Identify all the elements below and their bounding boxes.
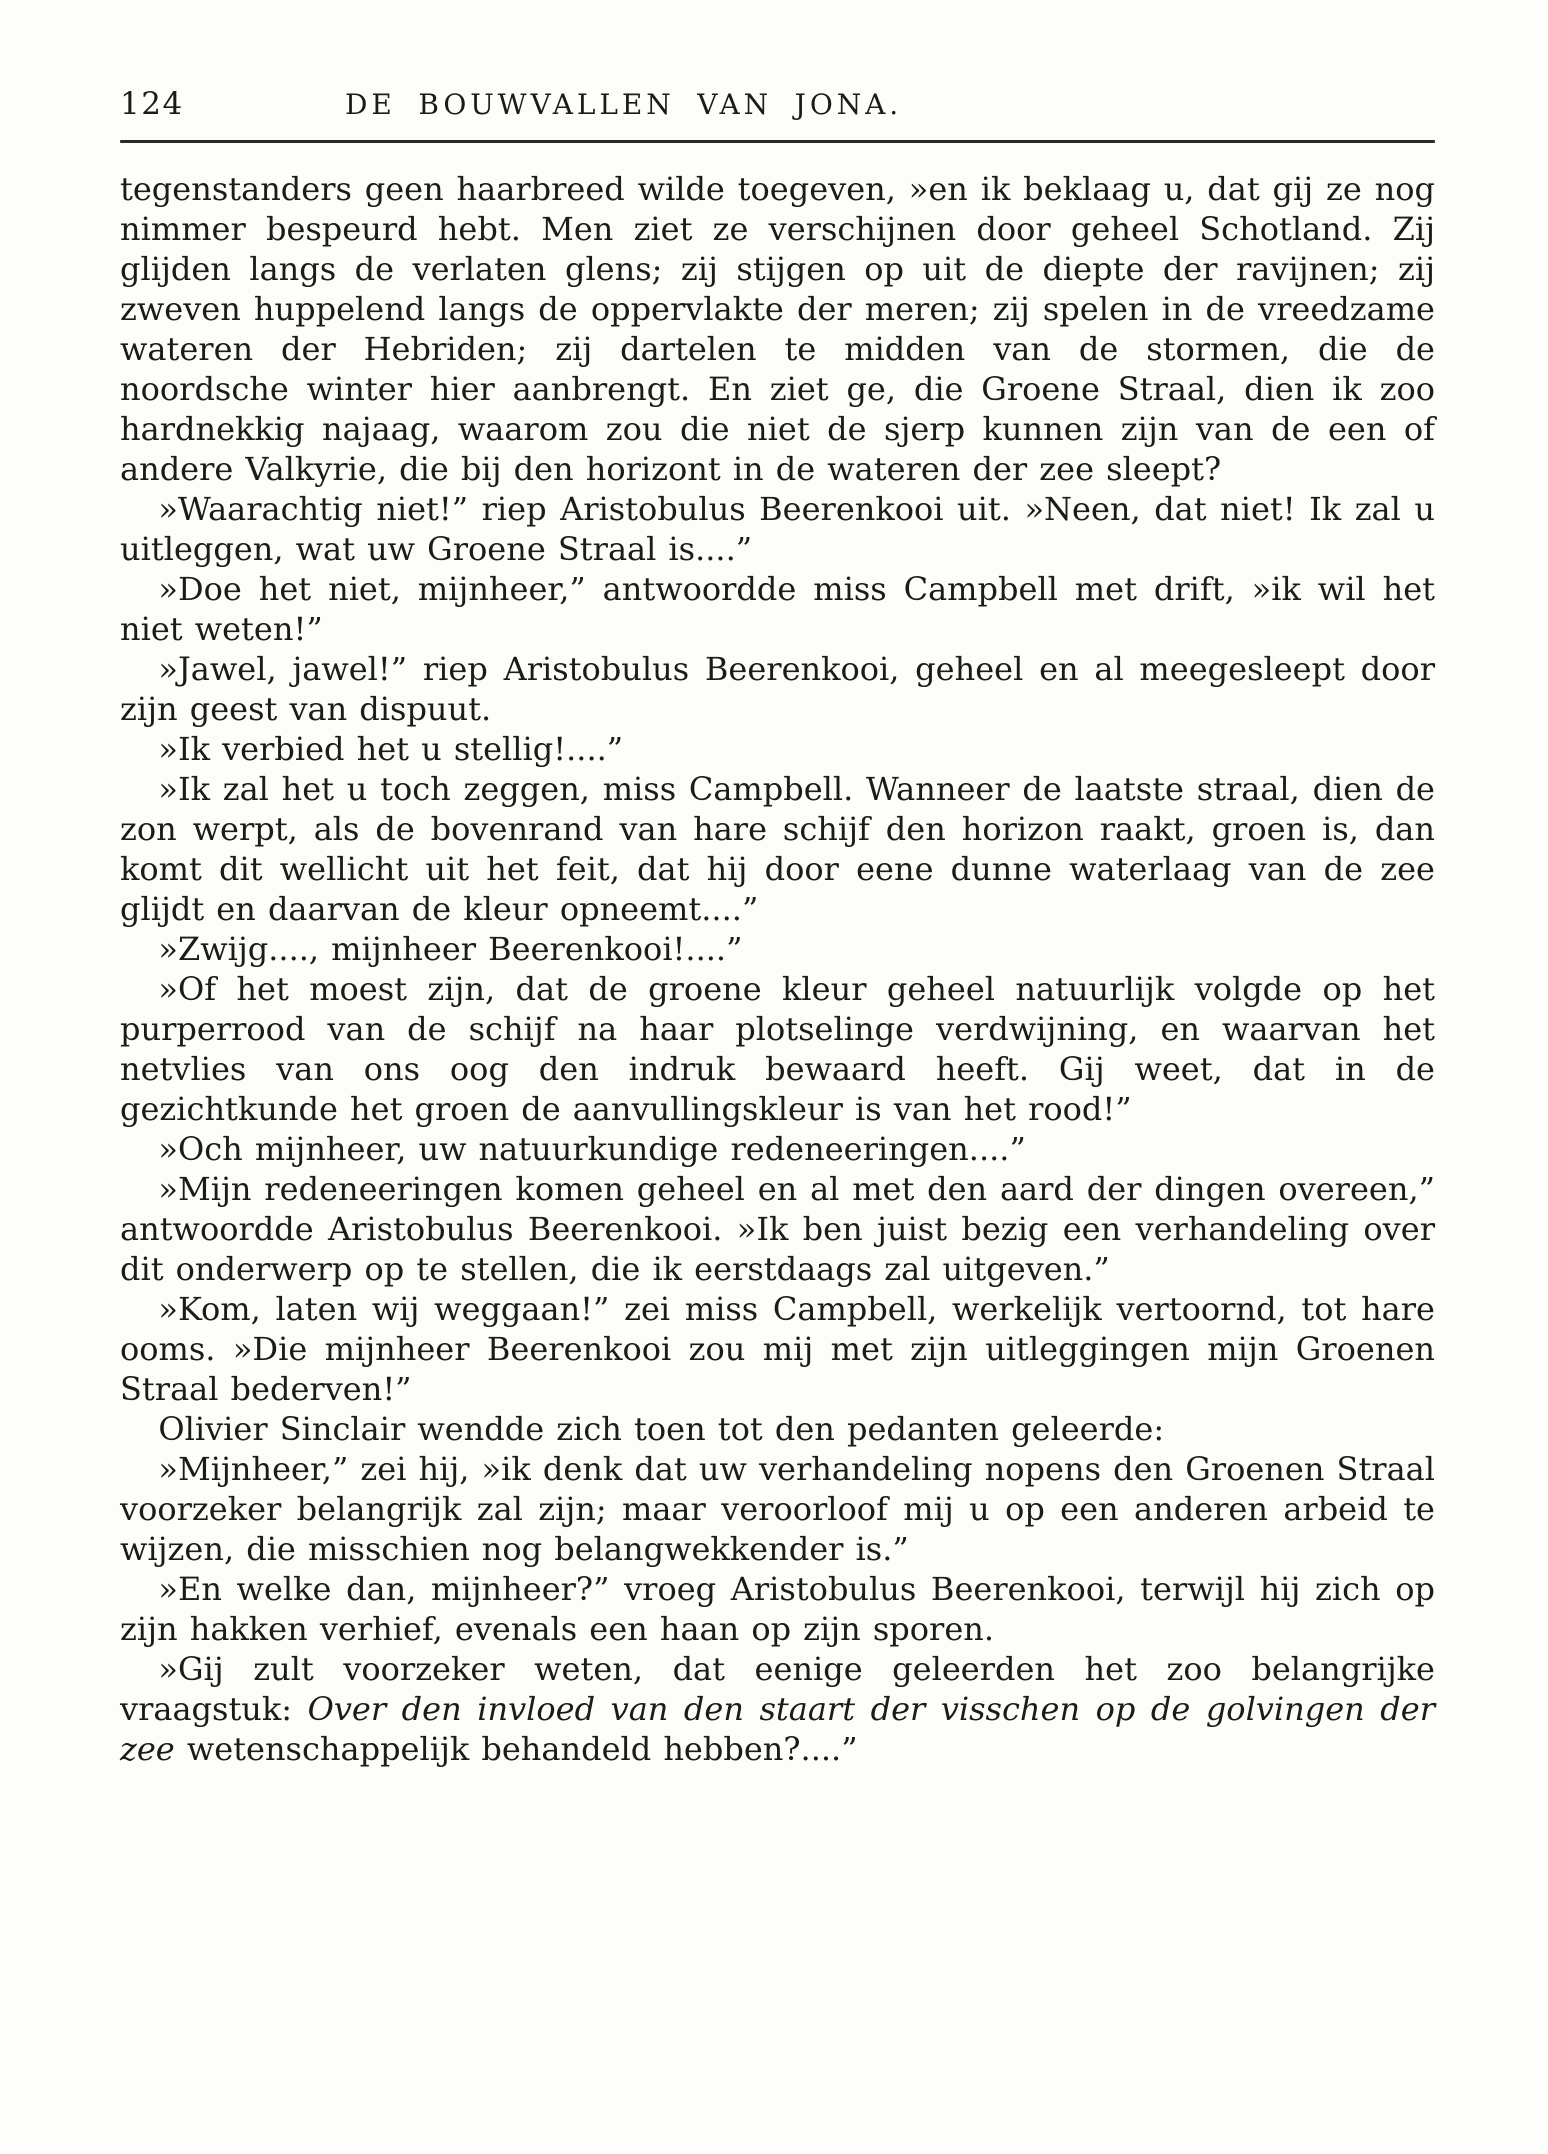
paragraph-15 — [120, 1649, 1435, 1769]
text-segment: »Waarachtig niet!” riep Aristobulus Beerenkooi uit. »Neen, dat niet! Ik zal u uitleggen, wat uw Groene Straal is....” — [120, 490, 1435, 568]
paragraph-1 — [120, 169, 1435, 489]
paragraph-9 — [120, 1129, 1435, 1169]
paragraph-8 — [120, 969, 1435, 1129]
page-body — [120, 169, 1435, 1769]
text-segment: »Och mijnheer, uw natuurkundige redeneeringen....” — [158, 1130, 1026, 1168]
text-segment: »Kom, laten wij weggaan!” zei miss Campbell, werkelijk vertoornd, tot hare ooms. »Die mijnheer Beerenkooi zou mij met zijn uitleggingen mijn Groenen Straal bederven!” — [120, 1290, 1435, 1408]
text-segment: »En welke dan, mijnheer?” vroeg Aristobulus Beerenkooi, terwijl hij zich op zijn hakken verhief, evenals een haan op zijn sporen. — [120, 1570, 1435, 1648]
running-title: DE BOUWVALLEN VAN JONA. — [345, 88, 903, 121]
text-segment: »Zwijg...., mijnheer Beerenkooi!....” — [158, 930, 743, 968]
text-segment: Olivier Sinclair wendde zich toen tot den pedanten geleerde: — [158, 1410, 1165, 1448]
paragraph-6 — [120, 769, 1435, 929]
text-segment: »Mijn redeneeringen komen geheel en al met den aard der dingen overeen,” antwoordde Aristobulus Beerenkooi. »Ik ben juist bezig een verhandeling over dit onderwerp op te stellen, die ik eerstdaags zal uitgeven.” — [120, 1170, 1435, 1288]
page-header — [120, 82, 1435, 128]
text-segment: »Ik zal het u toch zeggen, miss Campbell. Wanneer de laatste straal, dien de zon werpt, als de bovenrand van hare schijf den horizon raakt, groen is, dan komt dit wellicht uit het feit, dat hij door eene dunne waterlaag van de zee glijdt en daarvan de kleur opneemt....” — [120, 770, 1435, 928]
paragraph-11 — [120, 1289, 1435, 1409]
paragraph-12 — [120, 1409, 1435, 1449]
text-segment: »Doe het niet, mijnheer,” antwoordde miss Campbell met drift, »ik wil het niet weten!” — [120, 570, 1435, 648]
text-segment: »Gij zult voorzeker weten, dat eenige geleerden het zoo belangrijke vraagstuk: — [120, 1650, 1435, 1728]
text-segment: tegenstanders geen haarbreed wilde toegeven, »en ik beklaag u, dat gij ze nog nimmer bespeurd hebt. Men ziet ze verschijnen door geheel Schotland. Zij glijden langs de verlaten glens; zij stijgen op uit de diepte der ravijnen; zij zweven huppelend langs de oppervlakte der meren; zij spelen in de vreedzame wateren der Hebriden; zij dartelen te midden van de stormen, die de noordsche winter hier aanbrengt. En ziet ge, die Groene Straal, dien ik zoo hardnekkig najaag, waarom zou die niet de sjerp kunnen zijn van de een of andere Valkyrie, die bij den horizont in de wateren der zee sleept? — [120, 170, 1435, 488]
text-segment: »Ik verbied het u stellig!....” — [158, 730, 624, 768]
paragraph-10 — [120, 1169, 1435, 1289]
italic-text: Over den invloed van den staart der visschen op de golvingen der zee — [120, 1690, 1435, 1768]
paragraph-5 — [120, 729, 1435, 769]
paragraph-14 — [120, 1569, 1435, 1649]
text-segment: »Mijnheer,” zei hij, »ik denk dat uw verhandeling nopens den Groenen Straal voorzeker belangrijk zal zijn; maar veroorloof mij u op een anderen arbeid te wijzen, die misschien nog belangwekkender is.” — [120, 1450, 1435, 1568]
paragraph-7 — [120, 929, 1435, 969]
header-rule — [120, 140, 1435, 143]
text-segment: »Of het moest zijn, dat de groene kleur geheel natuurlijk volgde op het purperrood van de schijf na haar plotselinge verdwijning, en waarvan het netvlies van ons oog den indruk bewaard heeft. Gij weet, dat in de gezichtkunde het groen de aanvullingskleur is van het rood!” — [120, 970, 1435, 1128]
text-segment: »Jawel, jawel!” riep Aristobulus Beerenkooi, geheel en al meegesleept door zijn geest van dispuut. — [120, 650, 1435, 728]
paragraph-3 — [120, 569, 1435, 649]
paragraph-4 — [120, 649, 1435, 729]
text-segment: wetenschappelijk behandeld hebben?....” — [174, 1730, 858, 1768]
page-number: 124 — [120, 86, 184, 122]
paragraph-2 — [120, 489, 1435, 569]
paragraph-13 — [120, 1449, 1435, 1569]
